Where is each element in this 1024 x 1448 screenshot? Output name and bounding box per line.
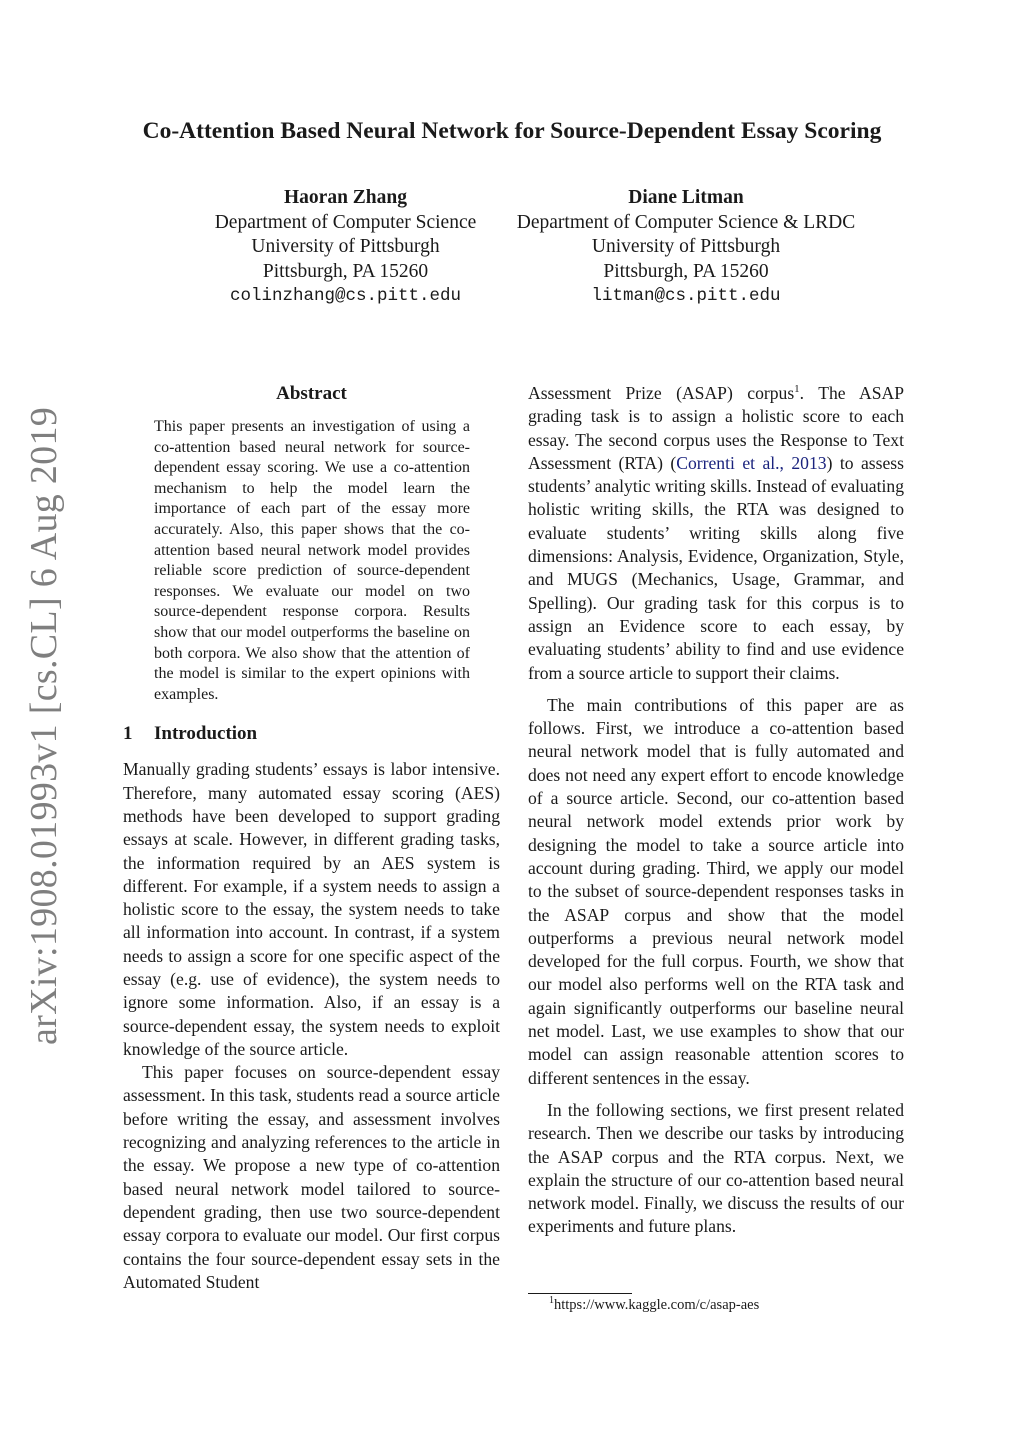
- abstract-heading: Abstract: [276, 383, 347, 404]
- left-column: [123, 382, 500, 1294]
- citation-link[interactable]: Correnti et al., 2013: [676, 452, 827, 473]
- intro-paragraph-3: The main contributions of this paper are as follows. First, we introduce a co-attention based neural network model that is fully automated and does not need any expert effort to encode knowledge of a source article. Second, our co-attention based neural network model extends prior work by designing the model to take a source article into account during grading. Third, we apply our model to the subset of source-dependent responses tasks in the ASAP corpus and show that the model outperforms a previous neural network model developed for the full corpus. Fourth, we show that our model also performs well on the RTA task and again significantly outperforms our baseline neural net model. Last, we use examples to show that our model can assign reasonable attention scores to different sentences in the essay.: [528, 694, 904, 1088]
- author-name: Haoran Zhang: [284, 187, 407, 208]
- footnote-mark[interactable]: 1: [794, 383, 800, 396]
- right-column: [528, 382, 904, 1239]
- author-email: litman@cs.pitt.edu: [591, 286, 781, 306]
- author-name: Diane Litman: [628, 187, 744, 208]
- arxiv-side-stamp: arXiv:1908.01993v1 [cs.CL] 6 Aug 2019: [23, 406, 65, 1045]
- intro-paragraph-1: Manually grading students’ essays is labor intensive. Therefore, many automated essay scoring (AES) methods have been developed to support grading essays at scale. However, in different grading tasks, the information required by an AES system is different. For example, if a system needs to assign a holistic score to the essay, the system needs to take all information into account. In contrast, if a system needs to assign a score for one specific aspect of the essay (e.g. use of evidence), the system needs to ignore some information. Also, if an essay is a source-dependent essay, the system needs to exploit knowledge of the source article.: [123, 759, 500, 1059]
- author-location: Pittsburgh, PA 15260: [262, 260, 429, 282]
- paper-title: Co-Attention Based Neural Network for Source-Dependent Essay Scoring: [142, 118, 882, 144]
- section-title: Introduction: [154, 723, 258, 745]
- text-run: ) to assess students’ analytic writing skills. Instead of evaluating holistic writing skills, the RTA was designed to evaluate students’ writing skills along five dimensions: Analysis, Evidence, Organization, Style, and MUGS (Mechanics, Usage, Grammar, and Spelling). Our grading task for this corpus is to assign an Evidence score to each essay, by evaluating students’ ability to find and use evidence from a source article to support their claims.: [528, 452, 904, 683]
- text-run: . The ASAP grading task is to assign a holistic score to each essay. The second corpus uses the Response to Text Assessment (RTA) (: [528, 383, 904, 473]
- author-affiliation: Department of Computer Science: [214, 211, 477, 233]
- author-block-1: [193, 186, 498, 309]
- abstract-text: This paper presents an investigation of using a co-attention based neural network for source-dependent essay scoring. We use a co-attention mechanism to help the model learn the importance of each part of the essay more accurately. Also, this paper shows that the co-attention based neural network model provides reliable score prediction of source-dependent responses. We evaluate our model on two source-dependent response corpora. Results show that our model outperforms the baseline on both corpora. We also show that the attention of the model is similar to the expert opinions with examples.: [154, 418, 470, 703]
- intro-paragraph-2: This paper focuses on source-dependent essay assessment. In this task, students read a source article before writing the essay, and assessment involves recognizing and analyzing references to the article in the essay. We propose a new type of co-attention based neural network model tailored to source-dependent grading, then use two source-dependent essay corpora to evaluate our model. Our first corpus contains the four source-dependent essay sets in the Automated Student: [123, 1062, 500, 1292]
- footnote-number: 1: [549, 1295, 554, 1307]
- author-block-2: [500, 186, 872, 309]
- intro-paragraph-4: In the following sections, we first present related research. Then we describe our tasks by introducing the ASAP corpus and the RTA corpus. Next, we explain the structure of our co-attention based neural network model. Finally, we discuss the results of our experiments and future plans.: [528, 1099, 904, 1237]
- footnote-rule: [528, 1293, 632, 1294]
- footnote: [549, 1297, 759, 1314]
- author-institution: University of Pittsburgh: [591, 236, 781, 257]
- text-run: Assessment Prize (ASAP) corpus: [528, 383, 795, 403]
- author-email: colinzhang@cs.pitt.edu: [229, 286, 462, 306]
- section-number: 1: [123, 723, 133, 745]
- author-institution: University of Pittsburgh: [251, 236, 440, 257]
- author-location: Pittsburgh, PA 15260: [603, 260, 769, 282]
- author-affiliation: Department of Computer Science & LRDC: [516, 211, 856, 233]
- section-heading-introduction: [123, 722, 500, 746]
- footnote-url[interactable]: https://www.kaggle.com/c/asap-aes: [554, 1297, 760, 1313]
- intro-paragraph-2-continued: [528, 382, 904, 685]
